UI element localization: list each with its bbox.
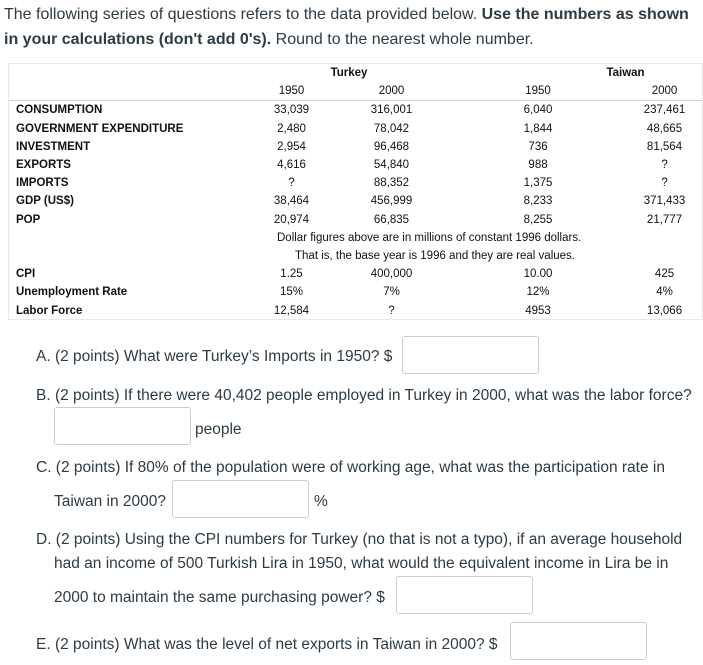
cell: 1,375 bbox=[523, 177, 553, 190]
cell: 8,255 bbox=[523, 213, 553, 226]
answer-b-input[interactable] bbox=[54, 407, 191, 445]
cell: 1.25 bbox=[280, 268, 303, 281]
table-note-row bbox=[9, 229, 702, 247]
table-row bbox=[9, 120, 702, 138]
row-label: CONSUMPTION bbox=[16, 104, 103, 117]
year-header: 2000 bbox=[627, 82, 702, 101]
cell: 81,564 bbox=[646, 140, 683, 153]
row-label: Unemployment Rate bbox=[16, 286, 128, 299]
question-d-line1: D. (2 points) Using the CPI numbers for Turkey (no that is not a typo), if an average household bbox=[36, 531, 683, 548]
country-taiwan: Taiwan bbox=[606, 67, 645, 80]
country-turkey: Turkey bbox=[330, 67, 368, 80]
cell: 8,233 bbox=[523, 195, 553, 208]
year-header-row bbox=[9, 82, 702, 101]
cell: 96,468 bbox=[373, 140, 410, 153]
cell: 371,433 bbox=[643, 195, 686, 208]
instructions bbox=[4, 2, 699, 52]
question-b: B. (2 points) If there were 40,402 people employed in Turkey in 2000, what was the labor force? bbox=[36, 387, 692, 404]
cell: 456,999 bbox=[370, 195, 413, 208]
row-label: IMPORTS bbox=[16, 177, 69, 190]
row-label: INVESTMENT bbox=[16, 140, 91, 153]
cell: 2,954 bbox=[277, 140, 306, 153]
row-label: EXPORTS bbox=[16, 159, 71, 172]
cell: 38,464 bbox=[273, 195, 310, 208]
cell: 66,835 bbox=[373, 213, 410, 226]
instructions-text: The following series of questions refers to the data provided below. bbox=[4, 6, 478, 23]
cell: 6,040 bbox=[523, 104, 553, 117]
row-label: POP bbox=[16, 213, 41, 226]
cell: ? bbox=[288, 177, 295, 190]
year-header: 2000 bbox=[334, 82, 449, 101]
question-c-line2: Taiwan in 2000? bbox=[54, 493, 167, 510]
cell: 12,584 bbox=[273, 304, 310, 317]
cell: 425 bbox=[654, 268, 675, 281]
cell: ? bbox=[661, 177, 668, 190]
question-d-line3: 2000 to maintain the same purchasing power? $ bbox=[54, 589, 385, 606]
cell: 48,665 bbox=[646, 122, 683, 135]
cell: 21,777 bbox=[646, 213, 683, 226]
table-row bbox=[9, 138, 702, 156]
question-d-line2: had an income of 500 Turkish Lira in 1950, what would the equivalent income in Lira be in bbox=[54, 555, 669, 572]
cell: 237,461 bbox=[643, 104, 686, 117]
data-table bbox=[9, 64, 702, 320]
table-note-row bbox=[9, 247, 702, 265]
cell: 78,042 bbox=[373, 122, 410, 135]
row-label: CPI bbox=[16, 268, 36, 281]
answer-b-unit: people bbox=[195, 421, 242, 438]
table-row bbox=[9, 101, 702, 120]
cell: 736 bbox=[528, 140, 548, 153]
cell: 988 bbox=[528, 159, 548, 172]
year-header: 1950 bbox=[449, 82, 627, 101]
cell: ? bbox=[388, 304, 395, 317]
table-row bbox=[9, 265, 702, 283]
cell: 400,000 bbox=[370, 268, 413, 281]
row-label: Labor Force bbox=[16, 304, 83, 317]
cell: 12% bbox=[526, 286, 550, 299]
table-note: Dollar figures above are in millions of constant 1996 dollars. bbox=[277, 231, 582, 244]
cell: 2,480 bbox=[277, 122, 306, 135]
table-note: That is, the base year is 1996 and they are real values. bbox=[295, 249, 575, 262]
table-row bbox=[9, 156, 702, 174]
cell: ? bbox=[661, 159, 668, 172]
table-row bbox=[9, 301, 702, 319]
answer-c-unit: % bbox=[314, 493, 328, 510]
question-c-line1: C. (2 points) If 80% of the population were of working age, what was the participation rate in bbox=[36, 459, 665, 476]
instructions-end: Round to the nearest whole number. bbox=[275, 31, 534, 48]
cell: 33,039 bbox=[273, 104, 310, 117]
cell: 54,840 bbox=[373, 159, 410, 172]
table-row bbox=[9, 283, 702, 301]
cell: 4% bbox=[656, 286, 673, 299]
cell: 20,974 bbox=[273, 213, 310, 226]
table-row bbox=[9, 211, 702, 229]
cell: 13,066 bbox=[646, 304, 683, 317]
answer-d-input[interactable] bbox=[396, 576, 533, 614]
year-header: 1950 bbox=[249, 82, 334, 101]
table-row bbox=[9, 174, 702, 192]
question-a: A. (2 points) What were Turkey’s Imports in 1950? $ bbox=[36, 348, 393, 365]
cell: 10.00 bbox=[523, 268, 553, 281]
table-row bbox=[9, 192, 702, 210]
answer-c-input[interactable] bbox=[172, 480, 309, 518]
cell: 88,352 bbox=[373, 177, 410, 190]
cell: 4953 bbox=[525, 304, 551, 317]
cell: 316,001 bbox=[370, 104, 413, 117]
cell: 7% bbox=[383, 286, 400, 299]
instructions-bold: Use the numbers as shown in your calculations (don't add 0's). bbox=[4, 6, 689, 48]
cell: 15% bbox=[279, 286, 304, 299]
cell: 4,616 bbox=[277, 159, 306, 172]
row-label: GDP (US$) bbox=[16, 195, 74, 208]
country-header-row bbox=[9, 64, 702, 82]
question-e: E. (2 points) What was the level of net exports in Taiwan in 2000? $ bbox=[36, 636, 498, 653]
cell: 1,844 bbox=[523, 122, 553, 135]
answer-e-input[interactable] bbox=[510, 622, 647, 660]
data-table-container bbox=[8, 63, 703, 320]
answer-a-input[interactable] bbox=[402, 336, 539, 374]
row-label: GOVERNMENT EXPENDITURE bbox=[16, 122, 184, 135]
